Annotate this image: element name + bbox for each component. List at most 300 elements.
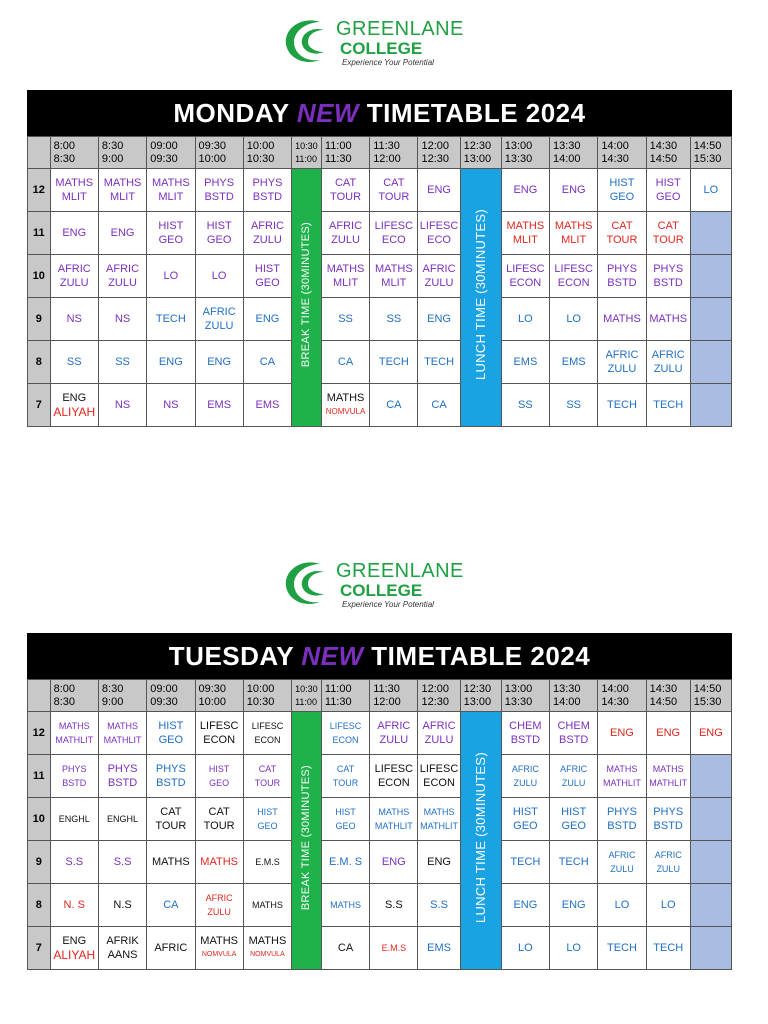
subject-cell xyxy=(195,255,243,298)
subject-label: PHYS xyxy=(252,177,283,189)
subject-label: LIFESC xyxy=(374,220,414,232)
subject-label: MATHS xyxy=(554,220,593,232)
time-slot-label: 10:30 xyxy=(295,683,318,694)
time-slot-label: 10:00 xyxy=(246,682,275,695)
subject-label: MATHS xyxy=(55,177,94,189)
subject-cell xyxy=(501,169,549,212)
subject-cell xyxy=(598,798,646,841)
subject-cell xyxy=(370,841,418,884)
subject-cell xyxy=(98,712,146,755)
subject-label: ENGHL xyxy=(58,814,90,824)
subject-cell xyxy=(418,298,460,341)
subject-label: TOUR xyxy=(155,820,187,832)
college-logo xyxy=(280,558,480,618)
grade-label: 7 xyxy=(28,384,51,427)
time-slot-label: 11:30 xyxy=(373,682,400,695)
time-slot-header xyxy=(195,680,243,712)
grade-label: 10 xyxy=(28,255,51,298)
subject-label: BSTD xyxy=(653,277,683,289)
subject-cell xyxy=(550,884,598,927)
subject-cell xyxy=(50,927,98,970)
subject-cell xyxy=(646,841,690,884)
time-slot-label: 13:00 xyxy=(504,682,533,695)
subject-cell xyxy=(321,384,369,427)
subject-cell xyxy=(418,798,460,841)
subject-label: ZULU xyxy=(513,778,538,788)
subject-cell xyxy=(418,341,460,384)
subject-label: AFRIC xyxy=(329,220,363,232)
time-slot-label: 12:00 xyxy=(421,139,450,152)
subject-cell xyxy=(243,384,291,427)
grade-row xyxy=(28,384,732,427)
subject-label: SS xyxy=(386,313,402,325)
empty-slot xyxy=(690,755,731,798)
tuesday-grid xyxy=(27,679,732,970)
subject-label: ZULU xyxy=(331,234,360,246)
subject-cell xyxy=(50,341,98,384)
subject-label: GEO xyxy=(158,234,184,246)
subject-cell xyxy=(646,341,690,384)
subject-cell xyxy=(418,712,460,755)
subject-cell xyxy=(147,341,195,384)
subject-cell xyxy=(321,798,369,841)
subject-label: ZULU xyxy=(656,864,680,874)
subject-label: MATHLIT xyxy=(103,735,142,745)
subject-label: TOUR xyxy=(203,820,235,832)
subject-label: HIST xyxy=(208,764,230,774)
time-slot-header xyxy=(418,680,460,712)
subject-cell xyxy=(50,798,98,841)
subject-label: LO xyxy=(660,899,676,911)
subject-label: HIST xyxy=(206,220,232,232)
lunch-time-column xyxy=(460,169,501,427)
subject-cell xyxy=(598,169,646,212)
subject-label: TOUR xyxy=(652,234,684,246)
time-slot-label: 9:00 xyxy=(101,152,124,165)
subject-label: MATHS xyxy=(330,900,361,910)
subject-label: TECH xyxy=(653,399,684,411)
break-time-column xyxy=(292,712,322,970)
time-slot-label: 13:30 xyxy=(553,682,581,695)
subject-cell xyxy=(501,884,549,927)
grade-row xyxy=(28,798,732,841)
subject-label: MATHS xyxy=(200,935,238,947)
time-slot-label: 14:50 xyxy=(693,139,722,152)
subject-cell xyxy=(243,884,291,927)
subject-label: MATHS xyxy=(58,721,90,731)
subject-label: CAT xyxy=(160,806,182,818)
brand-name-line1: GREENLANE xyxy=(336,18,464,40)
subject-label: GEO xyxy=(209,778,230,788)
subject-cell xyxy=(598,755,646,798)
subject-cell xyxy=(646,884,690,927)
subject-cell xyxy=(50,712,98,755)
break-time-column xyxy=(292,169,322,427)
subject-label: N.S xyxy=(113,899,132,911)
subject-label: ENG xyxy=(513,184,538,196)
subject-cell xyxy=(321,169,369,212)
subject-cell xyxy=(321,341,369,384)
subject-cell xyxy=(418,927,460,970)
time-slot-header xyxy=(321,680,369,712)
subject-label: AFRIC xyxy=(422,263,456,275)
subject-cell xyxy=(147,712,195,755)
grade-label: 11 xyxy=(28,212,51,255)
time-slot-label: 14:00 xyxy=(553,152,581,165)
subject-label: ENG xyxy=(62,935,87,947)
grade-header-corner xyxy=(28,137,51,169)
brand-name-line1: GREENLANE xyxy=(336,560,464,582)
subject-cell xyxy=(646,298,690,341)
subject-cell xyxy=(243,169,291,212)
empty-slot xyxy=(690,884,731,927)
subject-label: HIST xyxy=(335,807,356,817)
subject-label: AFRIC xyxy=(377,720,411,732)
subject-label: ZULU xyxy=(207,907,231,917)
time-slot-label: 13:30 xyxy=(553,139,581,152)
subject-label: AFRIC xyxy=(651,349,685,361)
subject-cell xyxy=(50,841,98,884)
subject-cell xyxy=(147,798,195,841)
subject-label: EMS xyxy=(255,399,280,411)
time-slot-header xyxy=(50,137,98,169)
lunch-time-label: LUNCH TIME (30MINUTES) xyxy=(473,752,489,924)
time-slot-header xyxy=(646,680,690,712)
subject-cell xyxy=(147,927,195,970)
time-slot-header xyxy=(690,137,731,169)
subject-cell xyxy=(501,212,549,255)
subject-cell xyxy=(195,169,243,212)
subject-label: PHYS xyxy=(155,763,186,775)
subject-label: TECH xyxy=(558,856,589,868)
subject-label: MATHLIT xyxy=(603,778,641,788)
time-slot-label: 15:30 xyxy=(693,152,722,165)
time-slot-header xyxy=(460,680,501,712)
subject-cell xyxy=(501,298,549,341)
subject-cell xyxy=(550,169,598,212)
empty-slot xyxy=(690,798,731,841)
subject-label: HIST xyxy=(655,177,681,189)
subject-cell xyxy=(598,927,646,970)
subject-label: GEO xyxy=(513,820,538,832)
subject-label: MLIT xyxy=(333,277,359,289)
subject-label: MATHS xyxy=(423,807,455,817)
subject-cell xyxy=(550,755,598,798)
subject-label: ECON xyxy=(203,734,236,746)
subject-label: AFRIK xyxy=(106,935,139,947)
subject-label: AFRIC xyxy=(654,850,682,860)
subject-label: PHYS xyxy=(204,177,235,189)
time-slot-header xyxy=(501,680,549,712)
time-slot-header xyxy=(147,680,195,712)
subject-label: ENG xyxy=(110,227,135,239)
subject-label: ZULU xyxy=(610,864,634,874)
subject-label: MLIT xyxy=(110,191,136,203)
subject-label: MATHS xyxy=(107,721,138,731)
subject-cell xyxy=(646,798,690,841)
subject-label: EMS xyxy=(513,356,538,368)
subject-cell xyxy=(50,384,98,427)
monday-grid xyxy=(27,136,732,427)
subject-cell xyxy=(195,755,243,798)
subject-label: SS xyxy=(338,313,353,325)
time-slot-label: 12:00 xyxy=(373,152,401,165)
subject-label: BSTD xyxy=(653,820,683,832)
subject-cell xyxy=(147,384,195,427)
subject-cell xyxy=(418,212,460,255)
subject-cell xyxy=(243,212,291,255)
subject-label: E.M.S xyxy=(255,857,280,867)
time-slot-label: 14:30 xyxy=(649,139,678,152)
subject-cell xyxy=(598,841,646,884)
subject-label: TOUR xyxy=(606,234,638,246)
time-slot-label: 15:30 xyxy=(693,695,722,708)
time-slot-label: 14:50 xyxy=(649,695,678,708)
subject-cell xyxy=(550,212,598,255)
time-slot-label: 12:00 xyxy=(421,682,450,695)
subject-cell xyxy=(598,884,646,927)
subject-label: MATHLIT xyxy=(420,821,458,831)
subject-label: MATHS xyxy=(374,263,413,275)
subject-label: NS xyxy=(163,399,179,411)
time-slot-header xyxy=(243,680,291,712)
time-slot-header xyxy=(598,137,646,169)
grade-label: 12 xyxy=(28,712,51,755)
grade-label: 8 xyxy=(28,341,51,384)
subject-label: S.S xyxy=(384,899,403,911)
subject-label: LIFESC xyxy=(374,763,414,775)
subject-cell xyxy=(147,298,195,341)
title-accent: NEW xyxy=(301,641,364,671)
subject-cell xyxy=(501,712,549,755)
brand-tagline: Experience Your Potential xyxy=(342,600,434,609)
time-slot-label: 10:30 xyxy=(295,140,318,151)
subject-label: CA xyxy=(259,356,276,368)
subject-label: HIST xyxy=(158,220,184,232)
time-slot-label: 8:30 xyxy=(53,152,76,165)
subject-label: ENG xyxy=(656,727,681,739)
subject-label: TECH xyxy=(510,856,541,868)
subject-label: MLIT xyxy=(512,234,538,246)
subject-cell xyxy=(243,841,291,884)
subject-cell xyxy=(321,755,369,798)
time-slot-label: 14:30 xyxy=(601,152,629,165)
subject-label: ECON xyxy=(377,777,410,789)
subject-cell xyxy=(147,884,195,927)
subject-label: ZULU xyxy=(607,363,637,375)
subject-cell xyxy=(598,212,646,255)
subject-label: BSTD xyxy=(510,734,541,746)
subject-label: MATHS xyxy=(606,764,638,774)
subject-cell xyxy=(646,169,690,212)
subject-label: TOUR xyxy=(254,778,281,788)
subject-label: EMS xyxy=(427,942,451,954)
time-slot-label: 11:00 xyxy=(324,682,352,695)
subject-cell xyxy=(550,841,598,884)
subject-label: ECON xyxy=(332,735,359,745)
subject-label: AFRIC xyxy=(560,764,588,774)
subject-label: CAT xyxy=(383,177,405,189)
subject-cell xyxy=(598,255,646,298)
subject-label: MATHS xyxy=(326,263,365,275)
subject-label: ENG xyxy=(62,227,87,239)
subject-label: TECH xyxy=(155,313,186,325)
time-slot-label: 13:30 xyxy=(504,152,533,165)
subject-label: ENGHL xyxy=(107,814,139,824)
title-day: TUESDAY xyxy=(168,641,302,671)
empty-slot xyxy=(690,927,731,970)
subject-label: HIST xyxy=(512,806,538,818)
subject-cell xyxy=(370,884,418,927)
subject-label: AFRIC xyxy=(605,349,639,361)
subject-cell xyxy=(243,755,291,798)
time-slot-label: 13:00 xyxy=(463,152,492,165)
subject-cell xyxy=(690,169,731,212)
time-slot-header xyxy=(370,680,418,712)
time-slot-label: 10:00 xyxy=(246,139,275,152)
subject-label: ENG xyxy=(427,856,451,868)
subject-label: ECO xyxy=(381,234,406,246)
teacher-label: NOMVULA xyxy=(325,407,366,416)
subject-label: MATHS xyxy=(603,313,641,325)
subject-label: AFRIC xyxy=(250,220,284,232)
time-slot-label: 11:30 xyxy=(324,152,352,165)
subject-cell xyxy=(195,212,243,255)
subject-cell xyxy=(646,927,690,970)
subject-cell xyxy=(243,712,291,755)
subject-label: ENG xyxy=(698,727,723,739)
time-slot-label: 09:00 xyxy=(150,682,178,695)
grade-label: 10 xyxy=(28,798,51,841)
subject-cell xyxy=(147,255,195,298)
time-slot-header xyxy=(460,137,501,169)
subject-label: ENG xyxy=(62,392,87,404)
time-slot-label: 12:30 xyxy=(463,139,492,152)
college-logo xyxy=(280,16,480,76)
time-slot-label: 09:30 xyxy=(198,139,227,152)
time-slot-header xyxy=(321,137,369,169)
subject-cell xyxy=(147,212,195,255)
title-rest: TIMETABLE 2024 xyxy=(363,641,591,671)
subject-cell xyxy=(418,384,460,427)
subject-cell xyxy=(98,755,146,798)
subject-cell xyxy=(321,255,369,298)
brand-text xyxy=(336,18,464,68)
subject-label: ECON xyxy=(423,777,455,789)
empty-slot xyxy=(690,341,731,384)
subject-label: LO xyxy=(211,270,227,282)
subject-cell xyxy=(50,212,98,255)
subject-label: MATHS xyxy=(326,392,365,404)
title-day: MONDAY xyxy=(173,98,297,128)
subject-cell xyxy=(147,841,195,884)
time-slot-header xyxy=(501,137,549,169)
subject-label: LIFESC xyxy=(199,720,239,732)
subject-cell xyxy=(98,384,146,427)
grade-row xyxy=(28,927,732,970)
subject-cell xyxy=(501,927,549,970)
tuesday-title xyxy=(27,633,732,679)
subject-label: EMS xyxy=(561,356,586,368)
subject-cell xyxy=(690,712,731,755)
subject-label: ZULU xyxy=(379,734,409,746)
time-slot-label: 13:30 xyxy=(504,695,533,708)
subject-label: LIFESC xyxy=(419,763,459,775)
subject-cell xyxy=(370,927,418,970)
subject-label: PHYS xyxy=(653,263,684,275)
subject-label: CHEM xyxy=(557,720,590,732)
subject-label: ECO xyxy=(427,234,451,246)
subject-cell xyxy=(321,212,369,255)
time-slot-label: 09:00 xyxy=(150,139,178,152)
time-slot-label: 11:00 xyxy=(295,696,317,707)
subject-cell xyxy=(98,841,146,884)
subject-label: MATHS xyxy=(378,807,410,817)
subject-cell xyxy=(195,884,243,927)
time-slot-label: 14:00 xyxy=(601,139,629,152)
subject-label: TOUR xyxy=(378,191,410,203)
time-slot-header xyxy=(292,137,322,169)
subject-label: ECON xyxy=(254,735,281,745)
subject-cell xyxy=(598,384,646,427)
time-slot-label: 14:30 xyxy=(601,695,629,708)
time-slot-label: 10:30 xyxy=(246,695,275,708)
time-slot-header xyxy=(195,137,243,169)
subject-cell xyxy=(501,841,549,884)
grade-header-corner xyxy=(28,680,51,712)
subject-label: BSTD xyxy=(156,777,186,789)
subject-cell xyxy=(98,298,146,341)
subject-cell xyxy=(501,255,549,298)
time-slot-label: 11:30 xyxy=(324,695,352,708)
subject-cell xyxy=(50,298,98,341)
subject-cell xyxy=(98,927,146,970)
break-time-label: BREAK TIME (30MINUTES) xyxy=(300,765,313,911)
subject-label: MATHS xyxy=(152,856,190,868)
time-slot-header xyxy=(646,137,690,169)
subject-cell xyxy=(243,255,291,298)
subject-label: LO xyxy=(518,942,533,954)
subject-label: ENG xyxy=(381,856,406,868)
time-slot-label: 8:00 xyxy=(53,682,76,695)
subject-label: ZULU xyxy=(653,363,683,375)
subject-cell xyxy=(550,712,598,755)
subject-label: GEO xyxy=(257,821,278,831)
subject-label: S.S xyxy=(430,899,448,911)
brand-name-line2: COLLEGE xyxy=(340,39,423,58)
subject-cell xyxy=(418,169,460,212)
subject-label: CA xyxy=(431,399,447,411)
break-time-label: BREAK TIME (30MINUTES) xyxy=(300,222,313,368)
subject-label: BSTD xyxy=(607,277,637,289)
subject-label: TECH xyxy=(653,942,684,954)
time-slot-header xyxy=(550,680,598,712)
subject-label: AFRIC xyxy=(106,263,140,275)
swoosh-logo-icon xyxy=(280,558,334,610)
subject-label: ENG xyxy=(158,356,183,368)
title-accent: NEW xyxy=(296,98,359,128)
subject-label: AFRIC xyxy=(205,893,233,903)
subject-label: BSTD xyxy=(107,777,138,789)
subject-label: GEO xyxy=(255,277,280,289)
subject-cell xyxy=(370,384,418,427)
time-slot-label: 14:00 xyxy=(601,682,629,695)
subject-label: MATHS xyxy=(103,177,142,189)
subject-cell xyxy=(501,755,549,798)
subject-cell xyxy=(98,884,146,927)
subject-cell xyxy=(370,755,418,798)
time-slot-label: 10:30 xyxy=(246,152,275,165)
